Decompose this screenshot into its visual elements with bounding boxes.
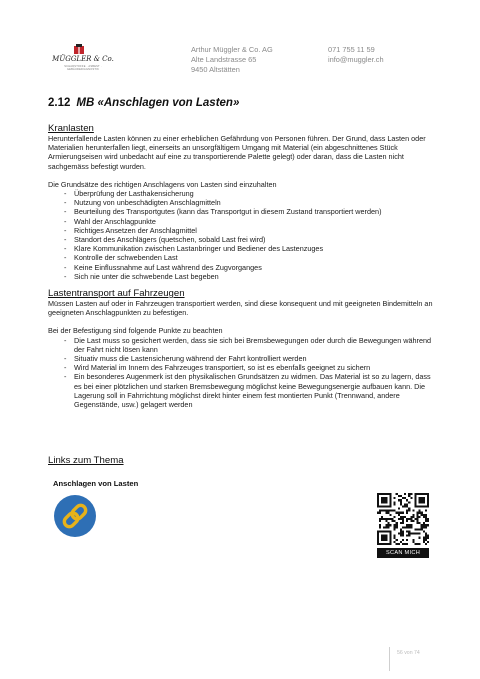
list-intro: Die Grundsätze des richtigen Anschlagens von Lasten sind einzuhalten bbox=[48, 179, 277, 189]
email-address[interactable]: info@muggler.ch bbox=[328, 55, 384, 64]
footer-divider bbox=[389, 647, 390, 671]
address-line: Alte Landstrasse 65 bbox=[191, 55, 257, 64]
link-caption[interactable]: Anschlagen von Lasten bbox=[53, 479, 139, 488]
principles-list bbox=[48, 189, 438, 281]
address-line: 9450 Altstätten bbox=[191, 65, 240, 74]
page-number: 56 von 74 bbox=[397, 650, 420, 656]
company-contact bbox=[328, 45, 384, 65]
logo-mark-icon bbox=[74, 44, 84, 54]
list-item: - Ein besonderes Augenmerk ist den physikalischen Grundsätzen zu widmen. Das Material ist so zu lagern, dass es bei einer plötzlichen und starken Bremsbewegung möglichst keine Bewegungsenergie aufbauen kann. Die Lagerung soll in Fahrrichtung möglichst direkt hinter einem fest montierten Punkt (Trennwand, andere Gegenstände, usw.) gelagert werden bbox=[64, 372, 438, 409]
list-item: - Standort des Anschlägers (quetschen, sobald Last frei wird) bbox=[64, 235, 438, 244]
section-heading-lastentransport: Lastentransport auf Fahrzeugen bbox=[48, 288, 185, 300]
list-item: - Wird Material im Innern des Fahrzeuges transportiert, so ist es ebenfalls geeignet zu sichern bbox=[64, 363, 438, 372]
list-item: - Keine Einflussnahme auf Last während des Zugvorganges bbox=[64, 263, 438, 272]
list-item: - Überprüfung der Lasthakensicherung bbox=[64, 189, 438, 198]
list-item: - Wahl der Anschlagpunkte bbox=[64, 217, 438, 226]
list-item: - Situativ muss die Lastensicherung während der Fahrt kontrolliert werden bbox=[64, 354, 438, 363]
document-body bbox=[48, 123, 438, 409]
list-item: - Richtiges Ansetzen der Anschlagmittel bbox=[64, 226, 438, 235]
list-item: - Sich nie unter die schwebende Last begeben bbox=[64, 272, 438, 281]
chain-link-icon[interactable] bbox=[53, 494, 97, 538]
company-logo bbox=[52, 44, 114, 74]
section-number: 2.12 bbox=[48, 97, 71, 109]
logo-tagline: SCHADSTOFFE · ASBEST · GEBÄUDEDIAGNOSTIK bbox=[64, 65, 102, 71]
section-title: MB «Anschlagen von Lasten» bbox=[76, 97, 240, 109]
list-item: - Nutzung von unbeschädigten Anschlagmitteln bbox=[64, 198, 438, 207]
list-item: - Klare Kommunikation zwischen Lastanbringer und Bediener des Lastenzuges bbox=[64, 244, 438, 253]
page-title bbox=[48, 97, 239, 109]
scan-me-label: SCAN MICH bbox=[377, 548, 429, 558]
address-line: Arthur Müggler & Co. AG bbox=[191, 45, 273, 54]
qr-code-icon[interactable] bbox=[377, 493, 429, 545]
list-item: - Kontrolle der schwebenden Last bbox=[64, 253, 438, 262]
paragraph: Müssen Lasten auf oder in Fahrzeugen transportiert werden, sind diese konsequent und mit geeigneten Bindemitteln an geeigneten Anschlagpunkten zu befestigen. bbox=[48, 299, 433, 318]
paragraph: Herunterfallende Lasten können zu einer erheblichen Gefährdung von Personen führen. Der Grund, dass Lasten oder Materialien herunterfallen liegt, einerseits an unsorgfältigem Umgang mit Material (ein abgeschnittenes Stück Armierungseisen wird unbedacht auf eine zu transportierende Palette gelegt) oder daran, dass die Lasten nicht sachgemäss befestigt wurden. bbox=[48, 134, 426, 171]
phone-number: 071 755 11 59 bbox=[328, 45, 375, 54]
company-address bbox=[191, 45, 273, 75]
fastening-list bbox=[48, 336, 438, 410]
list-intro: Bei der Befestigung sind folgende Punkte zu beachten bbox=[48, 326, 223, 336]
section-heading-kranlasten: Kranlasten bbox=[48, 123, 94, 134]
list-item: - Beurteilung des Transportgutes (kann das Transportgut in diesem Zustand transportiert werden) bbox=[64, 207, 438, 216]
links-heading: Links zum Thema bbox=[48, 455, 124, 466]
list-item: - Die Last muss so gesichert werden, dass sie sich bei Bremsbewegungen oder durch die Bewegungen während der Fahrt nicht lösen kann bbox=[64, 336, 438, 354]
logo-name: MÜGGLER & Co. bbox=[52, 55, 114, 63]
